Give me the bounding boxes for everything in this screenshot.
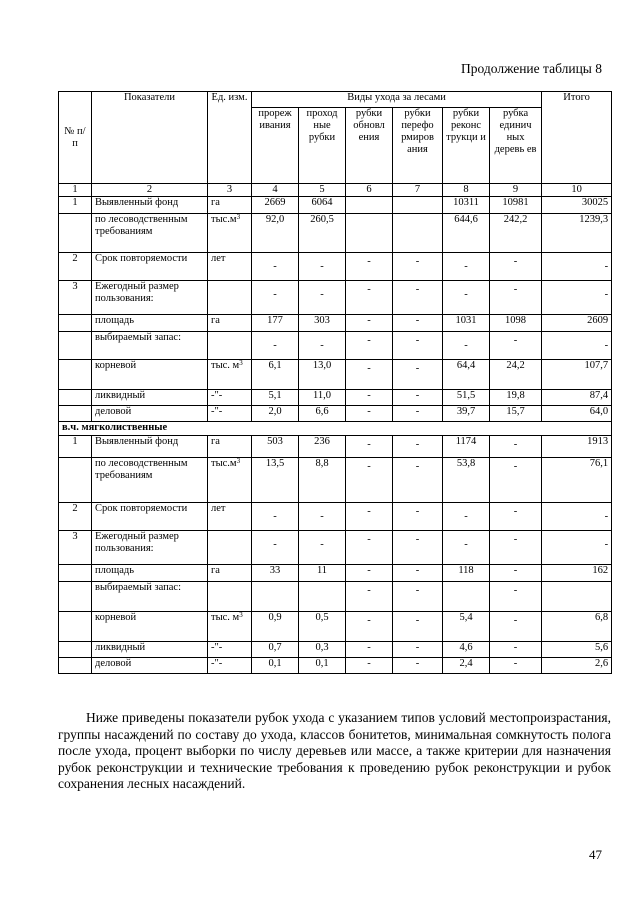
- table-cell: -: [346, 658, 393, 674]
- table-cell: -: [393, 253, 443, 281]
- table-row: [59, 458, 612, 503]
- table-cell: 53,8: [443, 458, 490, 503]
- table-cell: -: [542, 503, 612, 531]
- table-cell: -: [393, 360, 443, 390]
- row-number: [59, 214, 92, 253]
- table-cell: [346, 197, 393, 214]
- table-cell: 64,0: [542, 406, 612, 422]
- row-number: [59, 582, 92, 612]
- unit-text: -"-: [211, 658, 223, 669]
- table-cell: -: [393, 531, 443, 565]
- table-cell: -: [346, 281, 393, 315]
- table-cell: 1174: [443, 436, 490, 458]
- table-cell: 644,6: [443, 214, 490, 253]
- header-total: Итого: [542, 92, 612, 184]
- table-cell: -: [443, 332, 490, 360]
- table-cell: -: [252, 281, 299, 315]
- row-unit: [208, 197, 252, 214]
- header-num: № п/п: [59, 92, 92, 184]
- forest-care-table: [58, 91, 612, 674]
- row-unit: [208, 531, 252, 565]
- unit-text: га: [211, 565, 220, 576]
- row-unit: [208, 436, 252, 458]
- row-label: выбираемый запас:: [92, 332, 208, 360]
- table-cell: -: [299, 503, 346, 531]
- column-number: 8: [443, 184, 490, 197]
- table-row: [59, 406, 612, 422]
- table-cell: 64,4: [443, 360, 490, 390]
- table-cell: 19,8: [490, 390, 542, 406]
- table-cell: [443, 582, 490, 612]
- table-cell: 118: [443, 565, 490, 582]
- row-unit: [208, 315, 252, 332]
- unit-text: тыс.м: [211, 458, 237, 469]
- table-cell: 10981: [490, 197, 542, 214]
- row-label: ликвидный: [92, 390, 208, 406]
- table-cell: 0,5: [299, 612, 346, 642]
- table-cell: -: [443, 281, 490, 315]
- table-cell: [346, 214, 393, 253]
- row-label: площадь: [92, 565, 208, 582]
- table-cell: [393, 197, 443, 214]
- table-cell: 13,0: [299, 360, 346, 390]
- table-cell: -: [490, 642, 542, 658]
- table-cell: [252, 582, 299, 612]
- table-cell: -: [346, 436, 393, 458]
- table-cell: -: [346, 642, 393, 658]
- row-label: Ежегодный размер пользования:: [92, 281, 208, 315]
- table-cell: 6,8: [542, 612, 612, 642]
- unit-text: тыс. м: [211, 360, 240, 371]
- table-cell: -: [490, 582, 542, 612]
- table-cell: 242,2: [490, 214, 542, 253]
- table-cell: 1098: [490, 315, 542, 332]
- table-row: [59, 315, 612, 332]
- table-cell: 0,9: [252, 612, 299, 642]
- table-cell: 236: [299, 436, 346, 458]
- table-cell: -: [490, 531, 542, 565]
- table-cell: 6,1: [252, 360, 299, 390]
- table-row: [59, 503, 612, 531]
- row-unit: [208, 214, 252, 253]
- table-cell: 2,4: [443, 658, 490, 674]
- body-paragraph: Ниже приведены показатели рубок ухода с указанием типов условий местопроизрастания, группы насаждений по составу до ухода, классов бонитетов, минимальная сомкнутость полога после ухода, процент выборки по числу деревьев или массе, а также критерии для назначения рубок реконструкции и технические требования к проведению рубок реконструкции и рубок сохранения лесных насаждений.: [58, 710, 611, 791]
- table-row: [59, 642, 612, 658]
- unit-text: тыс. м: [211, 612, 240, 623]
- row-unit: [208, 390, 252, 406]
- row-unit: [208, 406, 252, 422]
- table-cell: 76,1: [542, 458, 612, 503]
- row-number: [59, 658, 92, 674]
- table-row: [59, 612, 612, 642]
- table-cell: 2609: [542, 315, 612, 332]
- table-cell: 5,4: [443, 612, 490, 642]
- header-col-4: прореж ивания: [252, 108, 299, 184]
- table-cell: -: [346, 332, 393, 360]
- table-cell: -: [299, 253, 346, 281]
- row-number: 3: [59, 531, 92, 565]
- page-number: 47: [589, 847, 602, 862]
- row-unit: [208, 281, 252, 315]
- table-cell: -: [299, 531, 346, 565]
- table-cell: -: [346, 406, 393, 422]
- table-cell: 30025: [542, 197, 612, 214]
- table-cell: -: [346, 565, 393, 582]
- table-cell: -: [346, 360, 393, 390]
- table-row: [59, 332, 612, 360]
- table-cell: -: [346, 582, 393, 612]
- column-number: 2: [92, 184, 208, 197]
- header-col-7: рубки перефо рмиров ания: [393, 108, 443, 184]
- header-group: Виды ухода за лесами: [252, 92, 542, 108]
- table-cell: 10311: [443, 197, 490, 214]
- column-number: 4: [252, 184, 299, 197]
- table-cell: [299, 582, 346, 612]
- header-col-8: рубки реконс трукци и: [443, 108, 490, 184]
- table-cell: -: [393, 436, 443, 458]
- table-cell: -: [490, 565, 542, 582]
- table-cell: -: [299, 332, 346, 360]
- table-row: [59, 214, 612, 253]
- table-cell: 4,6: [443, 642, 490, 658]
- row-label: ликвидный: [92, 642, 208, 658]
- table-caption: Продолжение таблицы 8: [461, 61, 602, 76]
- table-cell: 51,5: [443, 390, 490, 406]
- table-cell: 0,1: [299, 658, 346, 674]
- table-row: [59, 197, 612, 214]
- table-cell: -: [490, 458, 542, 503]
- table-cell: -: [490, 436, 542, 458]
- table-cell: 0,7: [252, 642, 299, 658]
- row-number: 2: [59, 503, 92, 531]
- unit-superscript: 3: [236, 213, 241, 221]
- table-cell: 503: [252, 436, 299, 458]
- table-cell: 260,5: [299, 214, 346, 253]
- table-cell: 11: [299, 565, 346, 582]
- row-unit: [208, 503, 252, 531]
- table-cell: -: [393, 390, 443, 406]
- header-unit: Ед. изм.: [208, 92, 252, 184]
- row-unit: [208, 332, 252, 360]
- table-cell: -: [490, 281, 542, 315]
- table-cell: -: [443, 253, 490, 281]
- row-label: по лесоводственным требованиям: [92, 458, 208, 503]
- table-cell: -: [542, 531, 612, 565]
- table-cell: 5,6: [542, 642, 612, 658]
- table-cell: -: [393, 281, 443, 315]
- unit-text: -"-: [211, 390, 223, 401]
- table-cell: -: [542, 281, 612, 315]
- table-cell: -: [346, 390, 393, 406]
- table-cell: 5,1: [252, 390, 299, 406]
- table-cell: 15,7: [490, 406, 542, 422]
- row-label: корневой: [92, 612, 208, 642]
- table-cell: -: [393, 315, 443, 332]
- header-col-9: рубка единич ных деревь ев: [490, 108, 542, 184]
- table-cell: 6064: [299, 197, 346, 214]
- row-unit: [208, 642, 252, 658]
- table-cell: -: [393, 458, 443, 503]
- row-label: корневой: [92, 360, 208, 390]
- row-unit: [208, 253, 252, 281]
- row-number: 1: [59, 197, 92, 214]
- table-cell: -: [393, 406, 443, 422]
- table-cell: -: [490, 612, 542, 642]
- table-cell: 177: [252, 315, 299, 332]
- row-number: [59, 642, 92, 658]
- table-row: [59, 658, 612, 674]
- table-cell: [393, 214, 443, 253]
- table-row: [59, 436, 612, 458]
- table-cell: 92,0: [252, 214, 299, 253]
- table-cell: -: [299, 281, 346, 315]
- table-cell: -: [393, 642, 443, 658]
- table-cell: 1913: [542, 436, 612, 458]
- unit-text: га: [211, 436, 220, 447]
- row-label: деловой: [92, 658, 208, 674]
- row-unit: [208, 658, 252, 674]
- row-unit: [208, 458, 252, 503]
- table-cell: [542, 582, 612, 612]
- table-cell: -: [542, 253, 612, 281]
- table-cell: -: [443, 503, 490, 531]
- table-cell: -: [393, 582, 443, 612]
- column-number: 7: [393, 184, 443, 197]
- table-cell: -: [393, 332, 443, 360]
- table-cell: 162: [542, 565, 612, 582]
- table-row: [59, 390, 612, 406]
- table-cell: 0,3: [299, 642, 346, 658]
- table-cell: 13,5: [252, 458, 299, 503]
- table-cell: -: [346, 531, 393, 565]
- row-number: [59, 458, 92, 503]
- table-cell: 2,6: [542, 658, 612, 674]
- row-label: по лесоводственным требованиям: [92, 214, 208, 253]
- unit-superscript: 3: [236, 457, 241, 465]
- table-cell: -: [393, 612, 443, 642]
- table-cell: 39,7: [443, 406, 490, 422]
- table-cell: -: [252, 332, 299, 360]
- row-unit: [208, 582, 252, 612]
- row-number: [59, 360, 92, 390]
- unit-text: га: [211, 197, 220, 208]
- table-cell: 1031: [443, 315, 490, 332]
- table-cell: 8,8: [299, 458, 346, 503]
- row-number: [59, 390, 92, 406]
- unit-superscript: 3: [239, 359, 243, 367]
- table-cell: -: [252, 531, 299, 565]
- table-row: [59, 531, 612, 565]
- row-label: Ежегодный размер пользования:: [92, 531, 208, 565]
- row-number: [59, 565, 92, 582]
- row-number: [59, 612, 92, 642]
- column-number: 1: [59, 184, 92, 197]
- table-cell: -: [490, 253, 542, 281]
- table-row: [59, 582, 612, 612]
- table-cell: -: [346, 503, 393, 531]
- row-number: [59, 406, 92, 422]
- row-unit: [208, 360, 252, 390]
- header-col-6: рубки обновл ения: [346, 108, 393, 184]
- row-unit: [208, 612, 252, 642]
- row-number: [59, 315, 92, 332]
- column-number: 6: [346, 184, 393, 197]
- row-number: 3: [59, 281, 92, 315]
- table-row: [59, 565, 612, 582]
- table-cell: 87,4: [542, 390, 612, 406]
- table-cell: -: [346, 315, 393, 332]
- row-label: Срок повторяемости: [92, 503, 208, 531]
- table-cell: 24,2: [490, 360, 542, 390]
- table-cell: 11,0: [299, 390, 346, 406]
- unit-superscript: 3: [239, 611, 243, 619]
- header-indicators: Показатели: [92, 92, 208, 184]
- unit-text: лет: [211, 253, 226, 264]
- table-cell: -: [393, 658, 443, 674]
- unit-text: -"-: [211, 642, 223, 653]
- table-cell: -: [542, 332, 612, 360]
- unit-text: лет: [211, 503, 226, 514]
- row-number: 1: [59, 436, 92, 458]
- table-cell: 2669: [252, 197, 299, 214]
- table-cell: -: [393, 565, 443, 582]
- row-number: 2: [59, 253, 92, 281]
- table-row: [59, 281, 612, 315]
- row-label: площадь: [92, 315, 208, 332]
- table-cell: -: [346, 612, 393, 642]
- table-cell: 107,7: [542, 360, 612, 390]
- section-header-row: [59, 422, 612, 436]
- table-row: [59, 253, 612, 281]
- table-cell: -: [252, 503, 299, 531]
- header-col-5: проход ные рубки: [299, 108, 346, 184]
- column-number: 9: [490, 184, 542, 197]
- table-cell: -: [346, 458, 393, 503]
- row-label: Выявленный фонд: [92, 197, 208, 214]
- table-cell: -: [443, 531, 490, 565]
- table-cell: -: [346, 253, 393, 281]
- table-row: [59, 360, 612, 390]
- table-cell: 303: [299, 315, 346, 332]
- row-label: выбираемый запас:: [92, 582, 208, 612]
- unit-text: -"-: [211, 406, 223, 417]
- row-label: деловой: [92, 406, 208, 422]
- table-cell: 1239,3: [542, 214, 612, 253]
- unit-text: тыс.м: [211, 214, 237, 225]
- row-unit: [208, 565, 252, 582]
- table-cell: -: [393, 503, 443, 531]
- section-title: в.ч. мягколиственные: [59, 422, 612, 436]
- table-cell: 2,0: [252, 406, 299, 422]
- unit-text: га: [211, 315, 220, 326]
- table-cell: 0,1: [252, 658, 299, 674]
- row-label: Выявленный фонд: [92, 436, 208, 458]
- row-label: Срок повторяемости: [92, 253, 208, 281]
- column-number: 3: [208, 184, 252, 197]
- table-cell: 33: [252, 565, 299, 582]
- row-number: [59, 332, 92, 360]
- column-number: 5: [299, 184, 346, 197]
- table-cell: 6,6: [299, 406, 346, 422]
- column-number: 10: [542, 184, 612, 197]
- table-cell: -: [490, 332, 542, 360]
- table-cell: -: [490, 503, 542, 531]
- table-cell: -: [490, 658, 542, 674]
- table-cell: -: [252, 253, 299, 281]
